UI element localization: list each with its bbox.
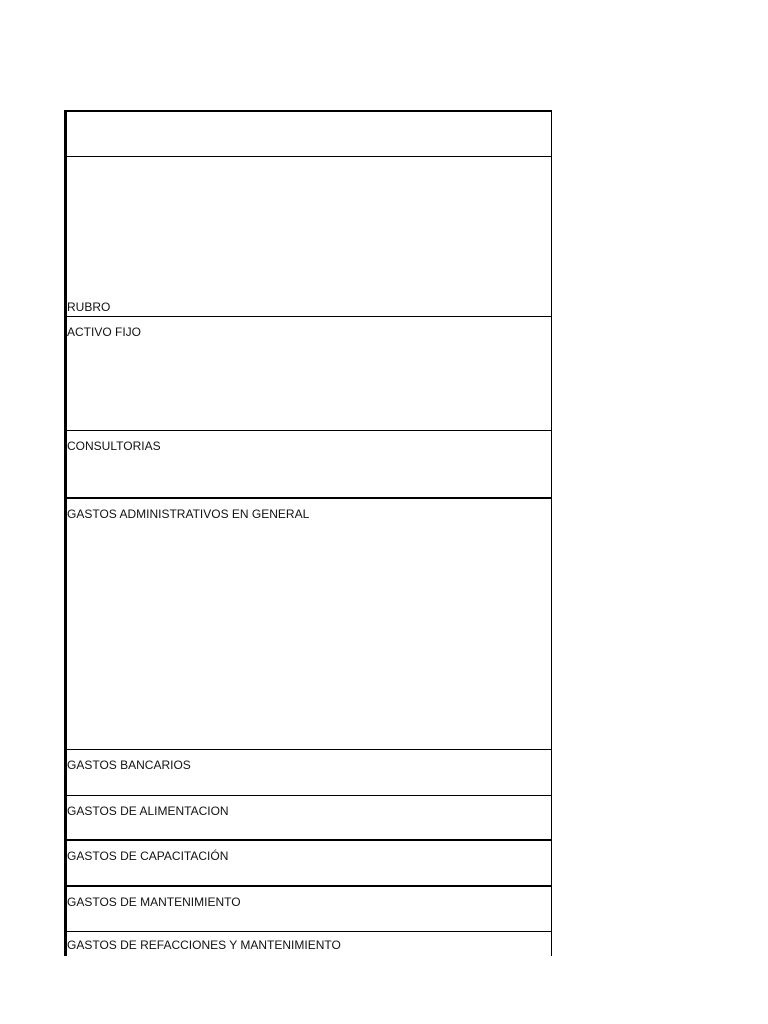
table-title-cell: [64, 112, 552, 157]
table-row: [64, 317, 552, 431]
column-header-label: RUBRO: [67, 300, 111, 314]
row-label: GASTOS DE REFACCIONES Y MANTENIMIENTO: [67, 938, 341, 952]
table-row: [64, 750, 552, 796]
table-row: [64, 431, 552, 499]
row-label: CONSULTORIAS: [67, 439, 161, 453]
row-label: GASTOS BANCARIOS: [67, 758, 191, 772]
table-row: [64, 841, 552, 887]
row-label: GASTOS DE MANTENIMIENTO: [67, 895, 241, 909]
row-label: GASTOS ADMINISTRATIVOS EN GENERAL: [67, 507, 310, 521]
row-label: GASTOS DE CAPACITACIÓN: [67, 849, 229, 863]
table-row: [64, 932, 552, 956]
row-label: ACTIVO FIJO: [67, 325, 142, 339]
row-label: GASTOS DE ALIMENTACION: [67, 804, 229, 818]
table-row: [64, 499, 552, 750]
table-row: [64, 887, 552, 932]
header-cell-rubro: [64, 157, 552, 317]
table-row: [64, 796, 552, 841]
